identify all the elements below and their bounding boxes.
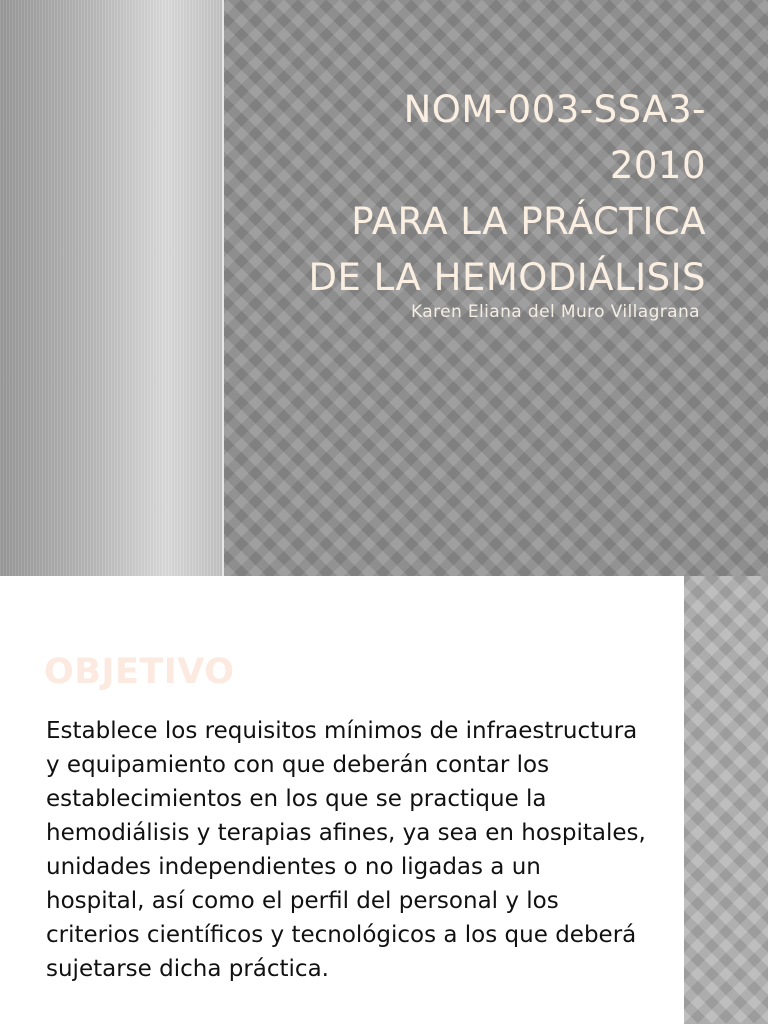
slide-title-line: DE LA HEMODIÁLISIS xyxy=(308,256,706,299)
objective-body-text: Establece los requisitos mínimos de infraestructura y equipamiento con que deberán contar los establecimientos en los que se practique la hemodiálisis y terapias afines, ya sea en hospitales, unidades independientes o no ligadas a un hospital, así como el perfil del personal y los criterios científicos y tecnológicos a los que deberá sujetarse dicha práctica. xyxy=(46,718,646,982)
objective-heading: OBJETIVO xyxy=(44,652,235,692)
slide-title-line: PARA LA PRÁCTICA xyxy=(351,200,706,243)
slide-subtitle-author: Karen Eliana del Muro Villagrana xyxy=(411,302,700,322)
objective-slide-side-band xyxy=(684,576,768,1024)
slide-title-line: 2010 xyxy=(609,144,706,187)
objective-slide xyxy=(0,576,768,1024)
title-slide-left-panel xyxy=(0,0,222,576)
slide-title xyxy=(246,82,706,306)
slide-title-line: NOM-003-SSA3- xyxy=(403,88,706,131)
